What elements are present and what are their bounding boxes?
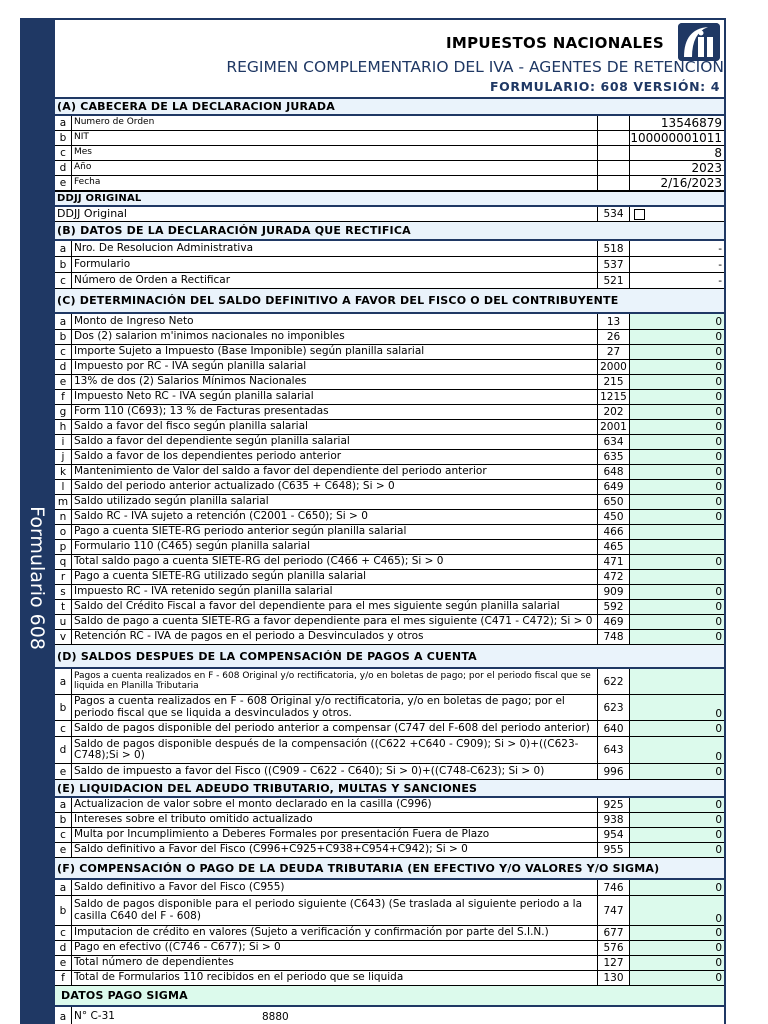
- sigma-label: N° C-31: [74, 1010, 115, 1023]
- row-spacer: [598, 161, 630, 175]
- row-num: 27: [598, 345, 630, 359]
- sectionD-row: [55, 695, 724, 721]
- row-code: m: [55, 495, 72, 509]
- sectionE-row: [55, 798, 724, 813]
- row-label: Saldo a favor de los dependientes periodo anterior: [72, 450, 598, 464]
- row-label: Saldo RC - IVA sujeto a retención (C2001 - C650); Si > 0: [72, 510, 598, 524]
- row-value[interactable]: [630, 525, 724, 539]
- row-spacer: [598, 116, 630, 130]
- row-value[interactable]: 0: [630, 956, 724, 970]
- row-label: Número de Orden a Rectificar: [72, 273, 598, 288]
- row-code: c: [55, 721, 72, 736]
- row-code: d: [55, 941, 72, 955]
- row-label: Saldo del periodo anterior actualizado (C635 + C648); Si > 0: [72, 480, 598, 494]
- row-code: f: [55, 390, 72, 404]
- row-num: 622: [598, 669, 630, 694]
- row-value[interactable]: 0: [630, 600, 724, 614]
- row-num: 537: [598, 257, 630, 272]
- row-label: Impuesto Neto RC - IVA según planilla salarial: [72, 390, 598, 404]
- row-label: Retención RC - IVA de pagos en el periodo a Desvinculados y otros: [72, 630, 598, 644]
- row-label: Saldo definitivo a Favor del Fisco (C996+C925+C938+C954+C942); Si > 0: [72, 843, 598, 857]
- row-label: Mantenimiento de Valor del saldo a favor del dependiente del periodo anterior: [72, 465, 598, 479]
- row-code: c: [55, 926, 72, 940]
- row-value[interactable]: 0: [630, 465, 724, 479]
- row-label: Multa por Incumplimiento a Deberes Formales por presentación Fuera de Plazo: [72, 828, 598, 842]
- row-code: a: [55, 1007, 72, 1024]
- sectionB-row: [55, 257, 724, 273]
- row-label: Actualizacion de valor sobre el monto declarado en la casilla (C996): [72, 798, 598, 812]
- row-code: v: [55, 630, 72, 644]
- header-field-row: [55, 176, 724, 191]
- row-code: p: [55, 540, 72, 554]
- sectionC-row: [55, 314, 724, 330]
- row-code: c: [55, 828, 72, 842]
- row-label: Form 110 (C693); 13 % de Facturas presentadas: [72, 405, 598, 419]
- row-code: q: [55, 555, 72, 569]
- sectionC-row: [55, 495, 724, 510]
- section-b-title: (B) DATOS DE LA DECLARACIÓN JURADA QUE RECTIFICA: [55, 222, 724, 241]
- sectionC-row: [55, 615, 724, 630]
- row-value[interactable]: 0: [630, 880, 724, 895]
- sectionF-row: [55, 896, 724, 926]
- ddjj-row: [55, 207, 724, 222]
- row-num: 634: [598, 435, 630, 449]
- section-f-title: (F) COMPENSACIÓN O PAGO DE LA DEUDA TRIBUTARIA (EN EFECTIVO Y/O VALORES Y/O SIGMA): [55, 858, 724, 880]
- row-value[interactable]: 0: [630, 941, 724, 955]
- row-num: 1215: [598, 390, 630, 404]
- sigma-title: DATOS PAGO SIGMA: [55, 986, 724, 1007]
- row-value[interactable]: 0: [630, 630, 724, 644]
- row-label: Saldo definitivo a Favor del Fisco (C955): [72, 880, 598, 895]
- row-num: 623: [598, 695, 630, 720]
- row-num: 648: [598, 465, 630, 479]
- row-value[interactable]: 0: [630, 345, 724, 359]
- row-label: Nro. De Resolucion Administrativa: [72, 241, 598, 256]
- row-label: Impuesto por RC - IVA según planilla salarial: [72, 360, 598, 374]
- row-code: b: [55, 813, 72, 827]
- row-spacer: [598, 176, 630, 190]
- sectionE-row: [55, 813, 724, 828]
- impuestos-logo-icon: [678, 23, 720, 61]
- row-value[interactable]: 0: [630, 435, 724, 449]
- row-value[interactable]: 0: [630, 971, 724, 985]
- ddjj-label: DDJJ Original: [55, 207, 598, 221]
- row-num: 650: [598, 495, 630, 509]
- row-label: Monto de Ingreso Neto: [72, 314, 598, 329]
- sectionB-row: [55, 241, 724, 257]
- row-value[interactable]: 0: [630, 926, 724, 940]
- row-label: Pago a cuenta SIETE-RG periodo anterior según planilla salarial: [72, 525, 598, 539]
- row-num: 26: [598, 330, 630, 344]
- row-label: Formulario: [72, 257, 598, 272]
- sectionF-row: [55, 941, 724, 956]
- section-d-title: (D) SALDOS DESPUES DE LA COMPENSACIÓN DE PAGOS A CUENTA: [55, 645, 724, 669]
- row-code: a: [55, 314, 72, 329]
- sectionD-row: [55, 669, 724, 695]
- row-code: a: [55, 798, 72, 812]
- sectionC-row: [55, 360, 724, 375]
- sectionF-row: [55, 926, 724, 941]
- header-field-row: [55, 161, 724, 176]
- sectionC-row: [55, 525, 724, 540]
- row-value[interactable]: 0: [630, 764, 724, 779]
- row-value[interactable]: 0: [630, 695, 724, 720]
- sigma-row: [55, 1007, 724, 1024]
- row-value[interactable]: 0: [630, 555, 724, 569]
- row-value[interactable]: 0: [630, 798, 724, 812]
- row-num: 2000: [598, 360, 630, 374]
- row-value[interactable]: 0: [630, 495, 724, 509]
- row-code: e: [55, 375, 72, 389]
- row-value[interactable]: -: [630, 241, 724, 256]
- row-label: NIT: [72, 131, 598, 145]
- row-label: Numero de Orden: [72, 116, 598, 130]
- sectionC-row: [55, 510, 724, 525]
- row-code: u: [55, 615, 72, 629]
- sectionD-row: [55, 721, 724, 737]
- row-code: e: [55, 176, 72, 190]
- header-field-row: [55, 131, 724, 146]
- spine-label: Formulario 608: [26, 506, 48, 650]
- row-code: d: [55, 161, 72, 175]
- row-value[interactable]: 0: [630, 390, 724, 404]
- row-label: Fecha: [72, 176, 598, 190]
- sectionC-row: [55, 585, 724, 600]
- row-spacer: [598, 146, 630, 160]
- row-num: 955: [598, 843, 630, 857]
- row-value[interactable]: 0: [630, 420, 724, 434]
- row-code: c: [55, 146, 72, 160]
- row-label: Saldo de impuesto a favor del Fisco ((C909 - C622 - C640); Si > 0)+((C748-C623); Si > 0): [72, 764, 598, 779]
- row-value[interactable]: 2023: [691, 161, 722, 175]
- sectionC-row: [55, 630, 724, 645]
- ddjj-title: DDJJ ORIGINAL: [55, 191, 724, 207]
- page-title: IMPUESTOS NACIONALES: [445, 34, 664, 52]
- row-value[interactable]: 100000001011: [630, 131, 722, 145]
- header-field-row: [55, 116, 724, 131]
- row-label: Impuesto RC - IVA retenido según planilla salarial: [72, 585, 598, 599]
- row-value[interactable]: 13546879: [660, 116, 722, 130]
- row-num: 635: [598, 450, 630, 464]
- row-value[interactable]: 8: [714, 146, 722, 160]
- row-value[interactable]: 0: [630, 828, 724, 842]
- row-num: 202: [598, 405, 630, 419]
- row-num: 748: [598, 630, 630, 644]
- row-label: Importe Sujeto a Impuesto (Base Imponible) según planilla salarial: [72, 345, 598, 359]
- row-num: 643: [598, 737, 630, 763]
- row-label: Pago en efectivo ((C746 - C677); Si > 0: [72, 941, 598, 955]
- row-num: 469: [598, 615, 630, 629]
- section-c-title: (C) DETERMINACIÓN DEL SALDO DEFINITIVO A FAVOR DEL FISCO O DEL CONTRIBUYENTE: [55, 289, 724, 314]
- row-code: f: [55, 971, 72, 985]
- row-code: b: [55, 330, 72, 344]
- row-code: t: [55, 600, 72, 614]
- row-value[interactable]: 0: [630, 737, 724, 763]
- row-label: Imputacion de crédito en valores (Sujeto a verificación y confirmación por parte del S.I.N.): [72, 926, 598, 940]
- row-num: 472: [598, 570, 630, 584]
- ddjj-checkbox-cell[interactable]: [630, 207, 724, 221]
- ddjj-checkbox[interactable]: [634, 209, 645, 220]
- row-value[interactable]: 0: [630, 615, 724, 629]
- sectionC-row: [55, 600, 724, 615]
- row-code: n: [55, 510, 72, 524]
- row-num: 13: [598, 314, 630, 329]
- sectionC-row: [55, 435, 724, 450]
- ddjj-num: 534: [598, 207, 630, 221]
- row-value[interactable]: [630, 540, 724, 554]
- row-code: g: [55, 405, 72, 419]
- row-num: 471: [598, 555, 630, 569]
- row-code: d: [55, 360, 72, 374]
- sectionD-row: [55, 737, 724, 764]
- form-header: [55, 20, 724, 97]
- sectionC-row: [55, 540, 724, 555]
- row-value[interactable]: -: [630, 257, 724, 272]
- row-num: 640: [598, 721, 630, 736]
- row-label: Formulario 110 (C465) según planilla salarial: [72, 540, 598, 554]
- row-num: 649: [598, 480, 630, 494]
- row-num: 465: [598, 540, 630, 554]
- tax-form: [55, 18, 726, 1024]
- row-label: Saldo utilizado según planilla salarial: [72, 495, 598, 509]
- form-subtitle: REGIMEN COMPLEMENTARIO DEL IVA - AGENTES DE RETENCION: [226, 58, 724, 76]
- row-code: d: [55, 737, 72, 763]
- row-num: 592: [598, 600, 630, 614]
- row-code: s: [55, 585, 72, 599]
- row-label: Saldo del Crédito Fiscal a favor del dependiente para el mes siguiente según planilla salarial: [72, 600, 598, 614]
- sectionE-row: [55, 828, 724, 843]
- sectionC-row: [55, 465, 724, 480]
- sectionC-row: [55, 375, 724, 390]
- row-num: 747: [598, 896, 630, 925]
- row-label: Dos (2) salarion m'inimos nacionales no imponibles: [72, 330, 598, 344]
- row-label: Saldo de pagos disponible para el periodo siguiente (C643) (Se traslada al siguiente periodo a la casilla C640 del F - 608): [72, 896, 598, 925]
- row-num: 215: [598, 375, 630, 389]
- row-label: Saldo a favor del fisco según planilla salarial: [72, 420, 598, 434]
- row-value[interactable]: 2/16/2023: [660, 176, 722, 190]
- row-num: 518: [598, 241, 630, 256]
- row-label: Pagos a cuenta realizados en F - 608 Original y/o rectificatoria, y/o en boletas de pago; por el periodo fiscal que se liquida a desvinculados y otros.: [72, 695, 598, 720]
- row-label: 13% de dos (2) Salarios Mínimos Nacionales: [72, 375, 598, 389]
- row-value[interactable]: 0: [630, 405, 724, 419]
- row-code: c: [55, 273, 72, 288]
- row-value[interactable]: 0: [630, 360, 724, 374]
- row-value[interactable]: 0: [630, 450, 724, 464]
- form-version: FORMULARIO: 608 VERSIÓN: 4: [490, 79, 720, 94]
- row-label: Intereses sobre el tributo omitido actualizado: [72, 813, 598, 827]
- row-code: i: [55, 435, 72, 449]
- row-code: e: [55, 956, 72, 970]
- row-code: h: [55, 420, 72, 434]
- row-code: j: [55, 450, 72, 464]
- row-value[interactable]: 0: [630, 314, 724, 329]
- row-label: Pago a cuenta SIETE-RG utilizado según planilla salarial: [72, 570, 598, 584]
- row-spacer: [598, 131, 630, 145]
- row-code: a: [55, 116, 72, 130]
- sectionD-row: [55, 764, 724, 780]
- row-num: 954: [598, 828, 630, 842]
- row-num: 996: [598, 764, 630, 779]
- row-code: c: [55, 345, 72, 359]
- row-num: 450: [598, 510, 630, 524]
- row-label: Total número de dependientes: [72, 956, 598, 970]
- row-code: r: [55, 570, 72, 584]
- row-num: 521: [598, 273, 630, 288]
- row-value[interactable]: [630, 570, 724, 584]
- row-value[interactable]: 0: [630, 896, 724, 925]
- row-value[interactable]: 0: [630, 721, 724, 736]
- row-label: Mes: [72, 146, 598, 160]
- row-value[interactable]: 0: [630, 480, 724, 494]
- row-code: b: [55, 257, 72, 272]
- row-label: Total saldo pago a cuenta SIETE-RG del periodo (C466 + C465); Si > 0: [72, 555, 598, 569]
- row-code: o: [55, 525, 72, 539]
- row-num: 576: [598, 941, 630, 955]
- row-num: 909: [598, 585, 630, 599]
- section-a-title: (A) CABECERA DE LA DECLARACION JURADA: [55, 97, 724, 116]
- row-num: 746: [598, 880, 630, 895]
- row-value[interactable]: 0: [630, 510, 724, 524]
- row-label: Pagos a cuenta realizados en F - 608 Original y/o rectificatoria, y/o en boletas de pago; por el periodo fiscal que se liquida en Planilla Tributaria: [72, 669, 598, 694]
- row-num: 466: [598, 525, 630, 539]
- row-code: b: [55, 695, 72, 720]
- sectionC-row: [55, 480, 724, 495]
- row-code: e: [55, 843, 72, 857]
- row-label: Saldo de pagos disponible después de la compensación ((C622 +C640 - C909); Si > 0)+((C623-C748);Si > 0): [72, 737, 598, 763]
- row-label: Saldo de pago a cuenta SIETE-RG a favor dependiente para el mes siguiente (C471 - C472); Si > 0: [72, 615, 598, 629]
- row-num: 127: [598, 956, 630, 970]
- row-value[interactable]: 0: [630, 813, 724, 827]
- row-num: 2001: [598, 420, 630, 434]
- row-value[interactable]: 0: [630, 330, 724, 344]
- row-code: b: [55, 131, 72, 145]
- row-value[interactable]: 0: [630, 585, 724, 599]
- sectionE-row: [55, 843, 724, 858]
- sectionF-row: [55, 880, 724, 896]
- row-code: e: [55, 764, 72, 779]
- row-label: Total de Formularios 110 recibidos en el periodo que se liquida: [72, 971, 598, 985]
- row-code: b: [55, 896, 72, 925]
- row-code: l: [55, 480, 72, 494]
- row-code: a: [55, 669, 72, 694]
- row-label: Saldo a favor del dependiente según planilla salarial: [72, 435, 598, 449]
- sectionC-row: [55, 345, 724, 360]
- row-code: k: [55, 465, 72, 479]
- row-num: 938: [598, 813, 630, 827]
- row-value[interactable]: 0: [630, 843, 724, 857]
- row-label: Saldo de pagos disponible del periodo anterior a compensar (C747 del F-608 del periodo anterior): [72, 721, 598, 736]
- row-num: 925: [598, 798, 630, 812]
- sectionC-row: [55, 570, 724, 585]
- row-value[interactable]: [630, 669, 724, 694]
- sectionC-row: [55, 450, 724, 465]
- sectionC-row: [55, 420, 724, 435]
- sectionF-row: [55, 971, 724, 986]
- row-code: a: [55, 241, 72, 256]
- row-code: a: [55, 880, 72, 895]
- row-num: 130: [598, 971, 630, 985]
- sectionC-row: [55, 330, 724, 345]
- sectionC-row: [55, 555, 724, 570]
- section-e-title: (E) LIQUIDACION DEL ADEUDO TRIBUTARIO, MULTAS Y SANCIONES: [55, 780, 724, 798]
- sectionC-row: [55, 405, 724, 420]
- sectionB-row: [55, 273, 724, 289]
- row-value[interactable]: -: [630, 273, 724, 288]
- sigma-value[interactable]: 8880: [262, 1011, 289, 1023]
- row-num: 677: [598, 926, 630, 940]
- row-value[interactable]: 0: [630, 375, 724, 389]
- row-label: Año: [72, 161, 598, 175]
- sectionF-row: [55, 956, 724, 971]
- sectionC-row: [55, 390, 724, 405]
- header-field-row: [55, 146, 724, 161]
